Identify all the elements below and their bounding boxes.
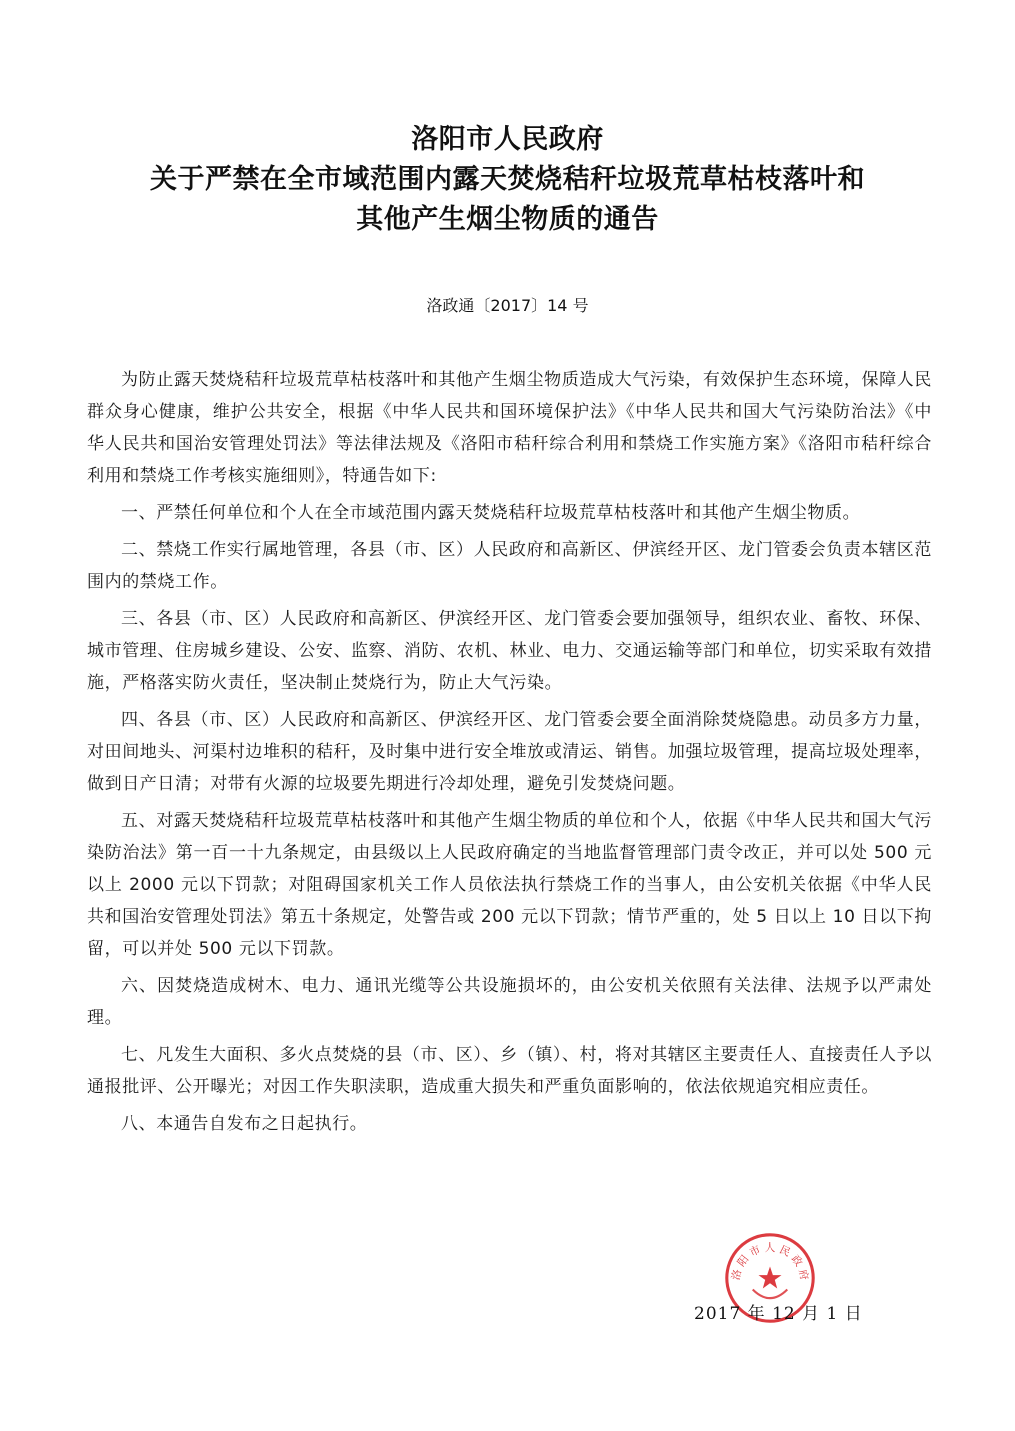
title-line-subject: 关于严禁在全市域范围内露天焚烧秸秆垃圾荒草枯枝落叶和 [150,164,865,195]
title-line-subject-cont: 其他产生烟尘物质的通告 [356,204,659,235]
issue-date: 2017 年 12 月 1 日 [694,1304,863,1324]
document-title [0,120,1015,240]
paragraph-item-3: 三、各县（市、区）人民政府和高新区、伊滨经开区、龙门管委会要加强领导，组织农业、畜牧、环保、城市管理、住房城乡建设、公安、监察、消防、农机、林业、电力、交通运输等部门和单位，切实采取有效措施，严格落实防火责任，坚决制止焚烧行为，防止大气污染。 [87,609,932,693]
document-body [87,364,932,1145]
document-number: 洛政通〔2017〕14 号 [426,296,589,315]
title-line-issuer: 洛阳市人民政府 [411,124,604,155]
paragraph-item-5: 五、对露天焚烧秸秆垃圾荒草枯枝落叶和其他产生烟尘物质的单位和个人，依据《中华人民共和国大气污染防治法》第一百一十九条规定，由县级以上人民政府确定的当地监督管理部门责令改正，并可以处 500 元以上 2000 元以下罚款；对阻碍国家机关工作人员依法执行禁烧工作的当事人，由公安机关依据《中华人民共和国治安管理处罚法》第五十条规定，处警告或 200 元以下罚款；情节严重的，处 5 日以上 10 日以下拘留，可以并处 500 元以下罚款。 [87,811,932,959]
paragraph-item-6: 六、因焚烧造成树木、电力、通讯光缆等公共设施损坏的，由公安机关依照有关法律、法规予以严肃处理。 [87,976,932,1028]
seal-emblem-wreath [753,1290,788,1299]
paragraph-item-1: 一、严禁任何单位和个人在全市域范围内露天焚烧秸秆垃圾荒草枯枝落叶和其他产生烟尘物质。 [121,503,861,523]
paragraph-item-7: 七、凡发生大面积、多火点焚烧的县（市、区）、乡（镇）、村，将对其辖区主要责任人、直接责任人予以通报批评、公开曝光；对因工作失职渎职，造成重大损失和严重负面影响的，依法依规追究相应责任。 [87,1045,932,1097]
seal-emblem-star [758,1266,781,1288]
paragraph-item-2: 二、禁烧工作实行属地管理，各县（市、区）人民政府和高新区、伊滨经开区、龙门管委会负责本辖区范围内的禁烧工作。 [87,540,932,592]
paragraph-preamble: 为防止露天焚烧秸秆垃圾荒草枯枝落叶和其他产生烟尘物质造成大气污染，有效保护生态环境，保障人民群众身心健康，维护公共安全，根据《中华人民共和国环境保护法》《中华人民共和国大气污染防治法》《中华人民共和国治安管理处罚法》等法律法规及《洛阳市秸秆综合利用和禁烧工作实施方案》《洛阳市秸秆综合利用和禁烧工作考核实施细则》，特通告如下: [87,370,932,486]
paragraph-item-8: 八、本通告自发布之日起执行。 [121,1114,368,1134]
seal-arc-text: 洛 阳 市 人 民 政 府 [730,1242,810,1282]
paragraph-item-4: 四、各县（市、区）人民政府和高新区、伊滨经开区、龙门管委会要全面消除焚烧隐患。动员多方力量，对田间地头、河渠村边堆积的秸秆，及时集中进行安全堆放或清运、销售。加强垃圾管理，提高垃圾处理率，做到日产日清；对带有火源的垃圾要先期进行冷却处理，避免引发焚烧问题。 [87,710,932,794]
